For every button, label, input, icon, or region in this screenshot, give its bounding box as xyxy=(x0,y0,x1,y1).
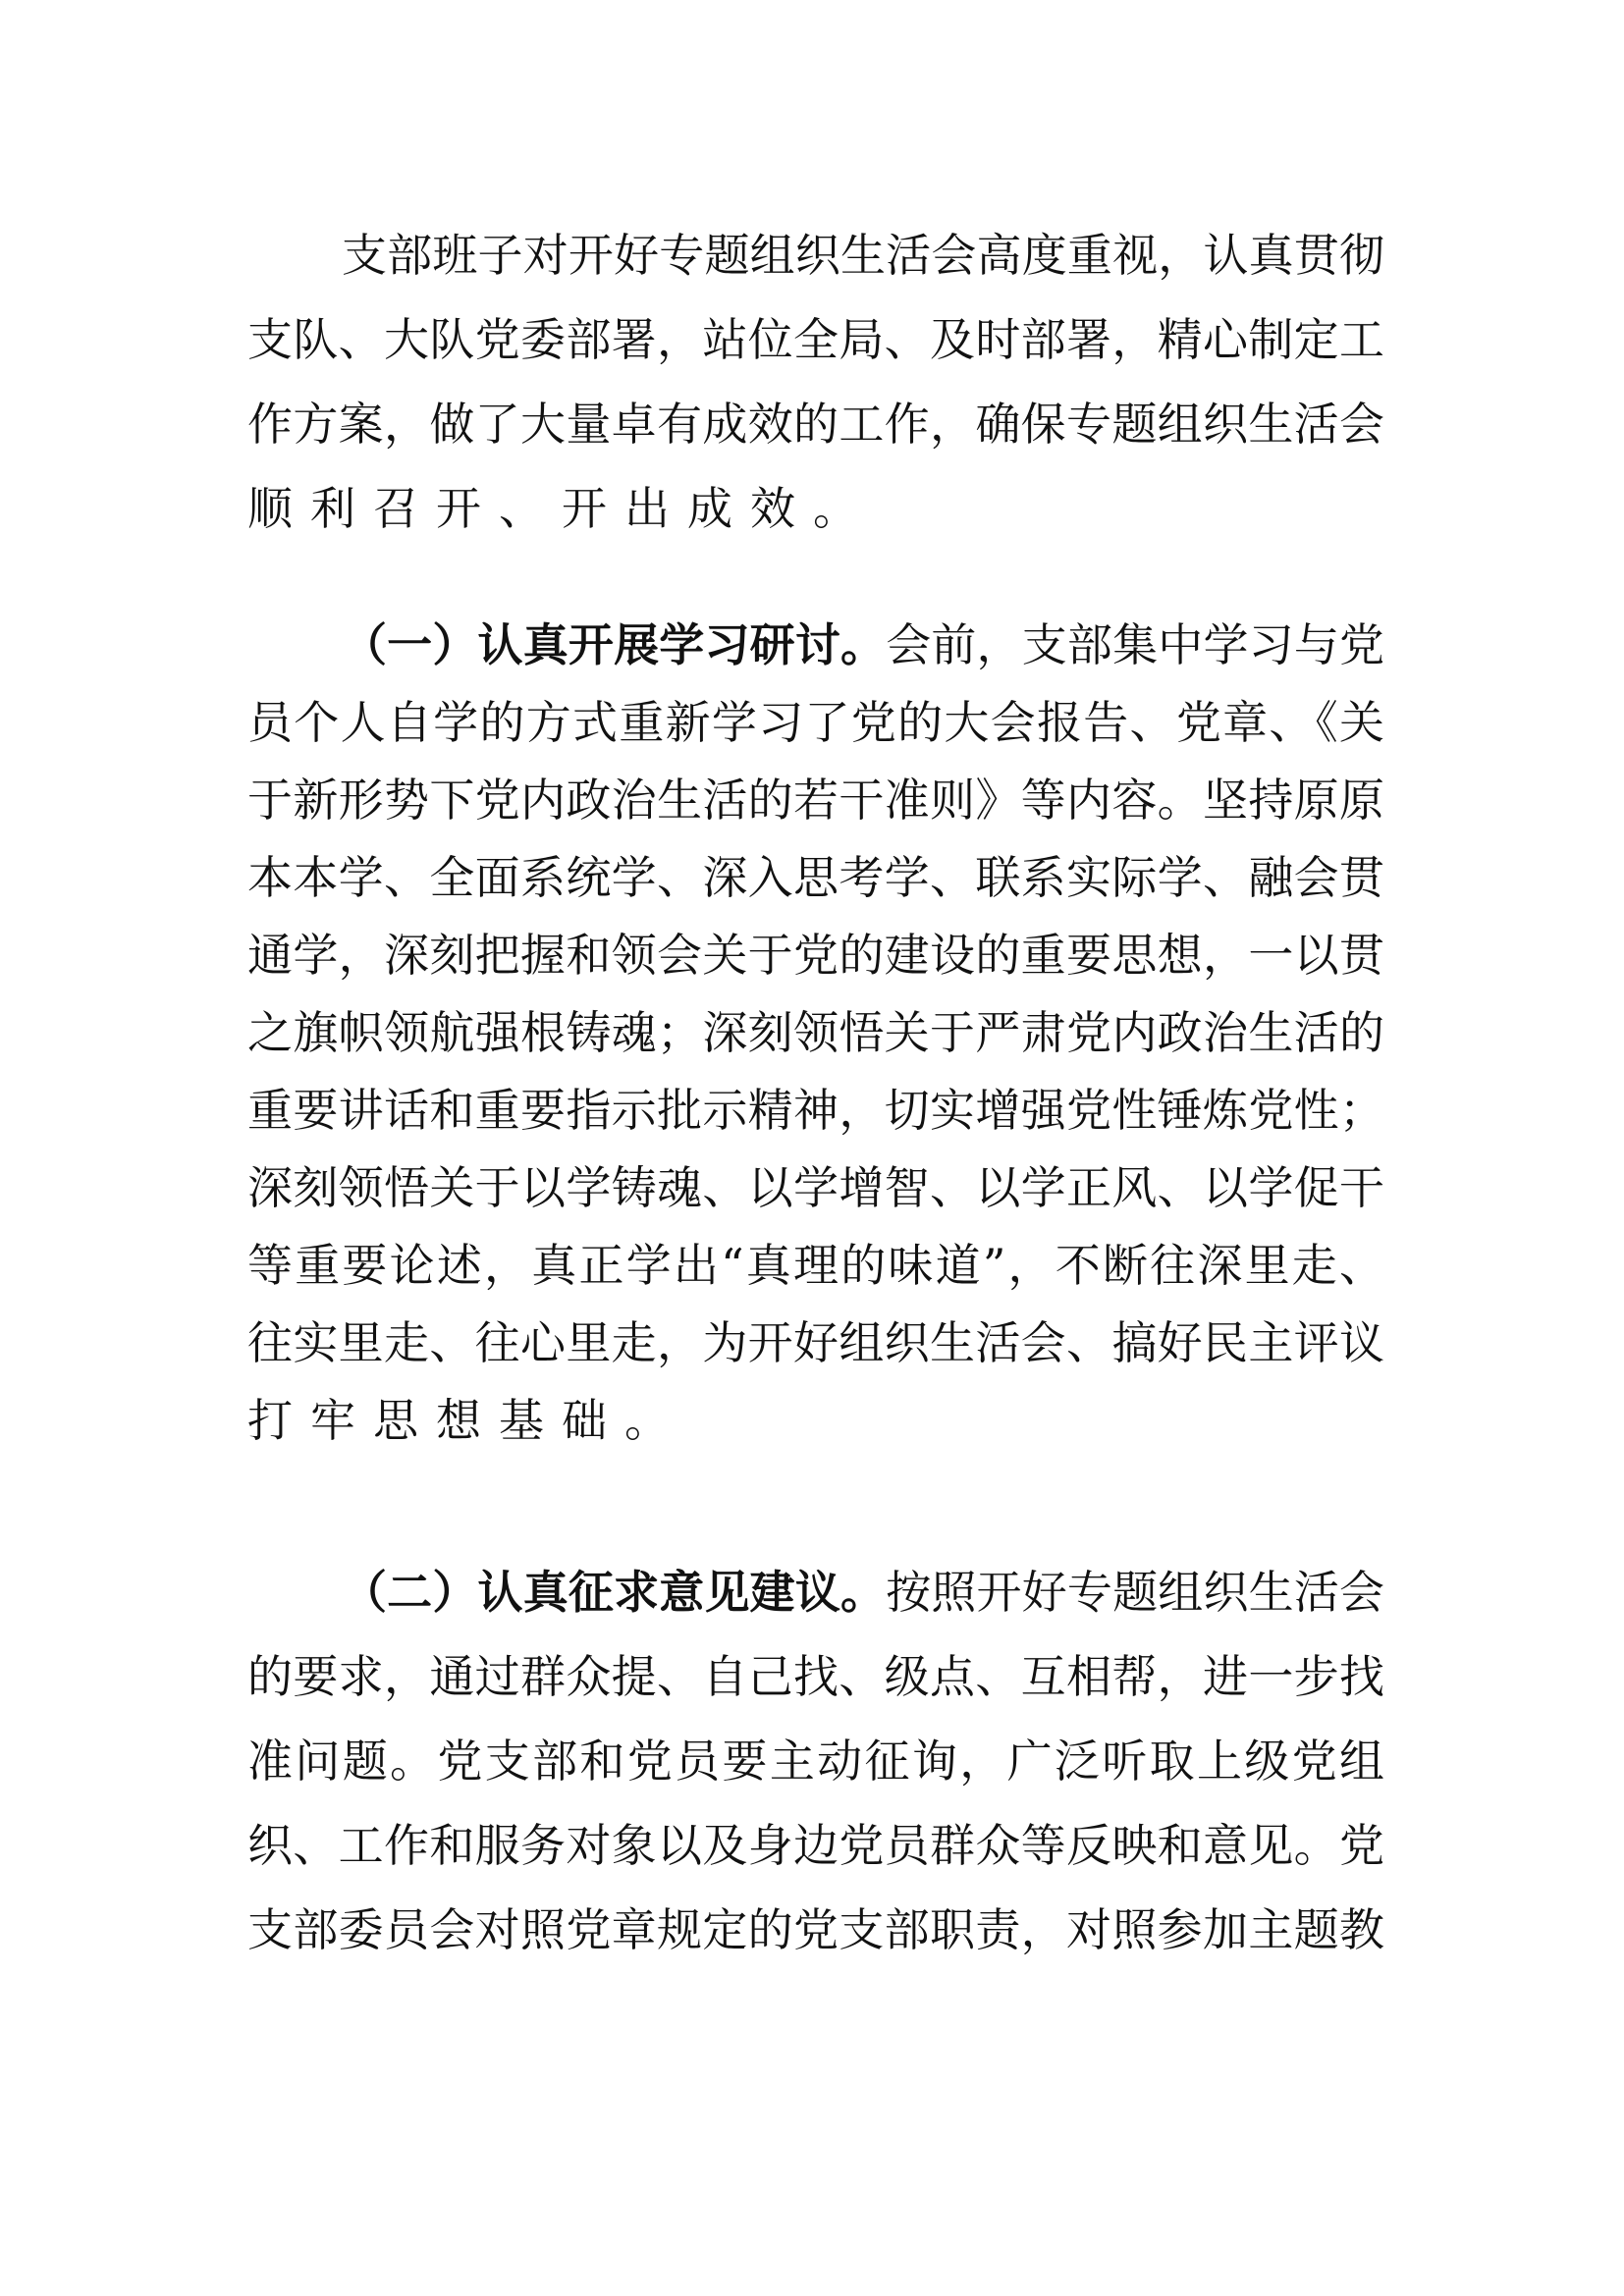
text-line: 等重要论述，真正学出“真理的味道”，不断往深里走、 xyxy=(247,1239,1384,1292)
text-line: 打牢思想基础。 xyxy=(247,1394,687,1447)
text-line: 于新形势下党内政治生活的若干准则》等内容。坚持原原 xyxy=(247,774,1384,827)
text-run: 会前，支部集中学习与党 xyxy=(886,618,1385,671)
text-line xyxy=(247,607,1384,684)
text-line: 员个人自学的方式重新学习了党的大会报告、党章、《关 xyxy=(247,696,1384,749)
text-line: 的要求，通过群众提、自己找、级点、互相帮，进一步找 xyxy=(247,1650,1384,1703)
text-line: 本本学、全面系统学、深入思考学、联系实际学、融会贯 xyxy=(247,851,1384,904)
text-line: 支队、大队党委部署，站位全局、及时部署，精心制定工 xyxy=(247,313,1384,366)
paragraph-study xyxy=(247,607,1384,1460)
section-heading: （一）认真开展学习研讨。 xyxy=(342,618,887,671)
text-line: 之旗帜领航强根铸魂；深刻领悟关于严肃党内政治生活的 xyxy=(247,1006,1384,1059)
text-line: 支部班子对开好专题组织生活会高度重视，认真贯彻 xyxy=(342,229,1384,282)
paragraph-intro xyxy=(247,213,1384,551)
paragraph-opinions xyxy=(247,1550,1384,1972)
text-line: 织、工作和服务对象以及身边党员群众等反映和意见。党 xyxy=(247,1819,1384,1872)
text-line: 深刻领悟关于以学铸魂、以学增智、以学正风、以学促干 xyxy=(247,1161,1384,1214)
text-line: 往实里走、往心里走，为开好组织生活会、搞好民主评议 xyxy=(247,1316,1384,1369)
text-line: 顺利召开、开出成效。 xyxy=(247,482,876,535)
text-line: 准问题。党支部和党员要主动征询，广泛听取上级党组 xyxy=(247,1735,1384,1788)
text-line: 支部委员会对照党章规定的党支部职责，对照参加主题教 xyxy=(247,1903,1384,1956)
text-line: 通学，深刻把握和领会关于党的建设的重要思想，一以贯 xyxy=(247,929,1384,982)
text-run: 按照开好专题组织生活会 xyxy=(886,1566,1385,1619)
text-line: 重要讲话和重要指示批示精神，切实增强党性锤炼党性； xyxy=(247,1084,1384,1137)
section-heading: （二）认真征求意见建议。 xyxy=(342,1566,887,1619)
text-line xyxy=(247,1550,1384,1634)
text-line: 作方案，做了大量卓有成效的工作，确保专题组织生活会 xyxy=(247,398,1384,451)
